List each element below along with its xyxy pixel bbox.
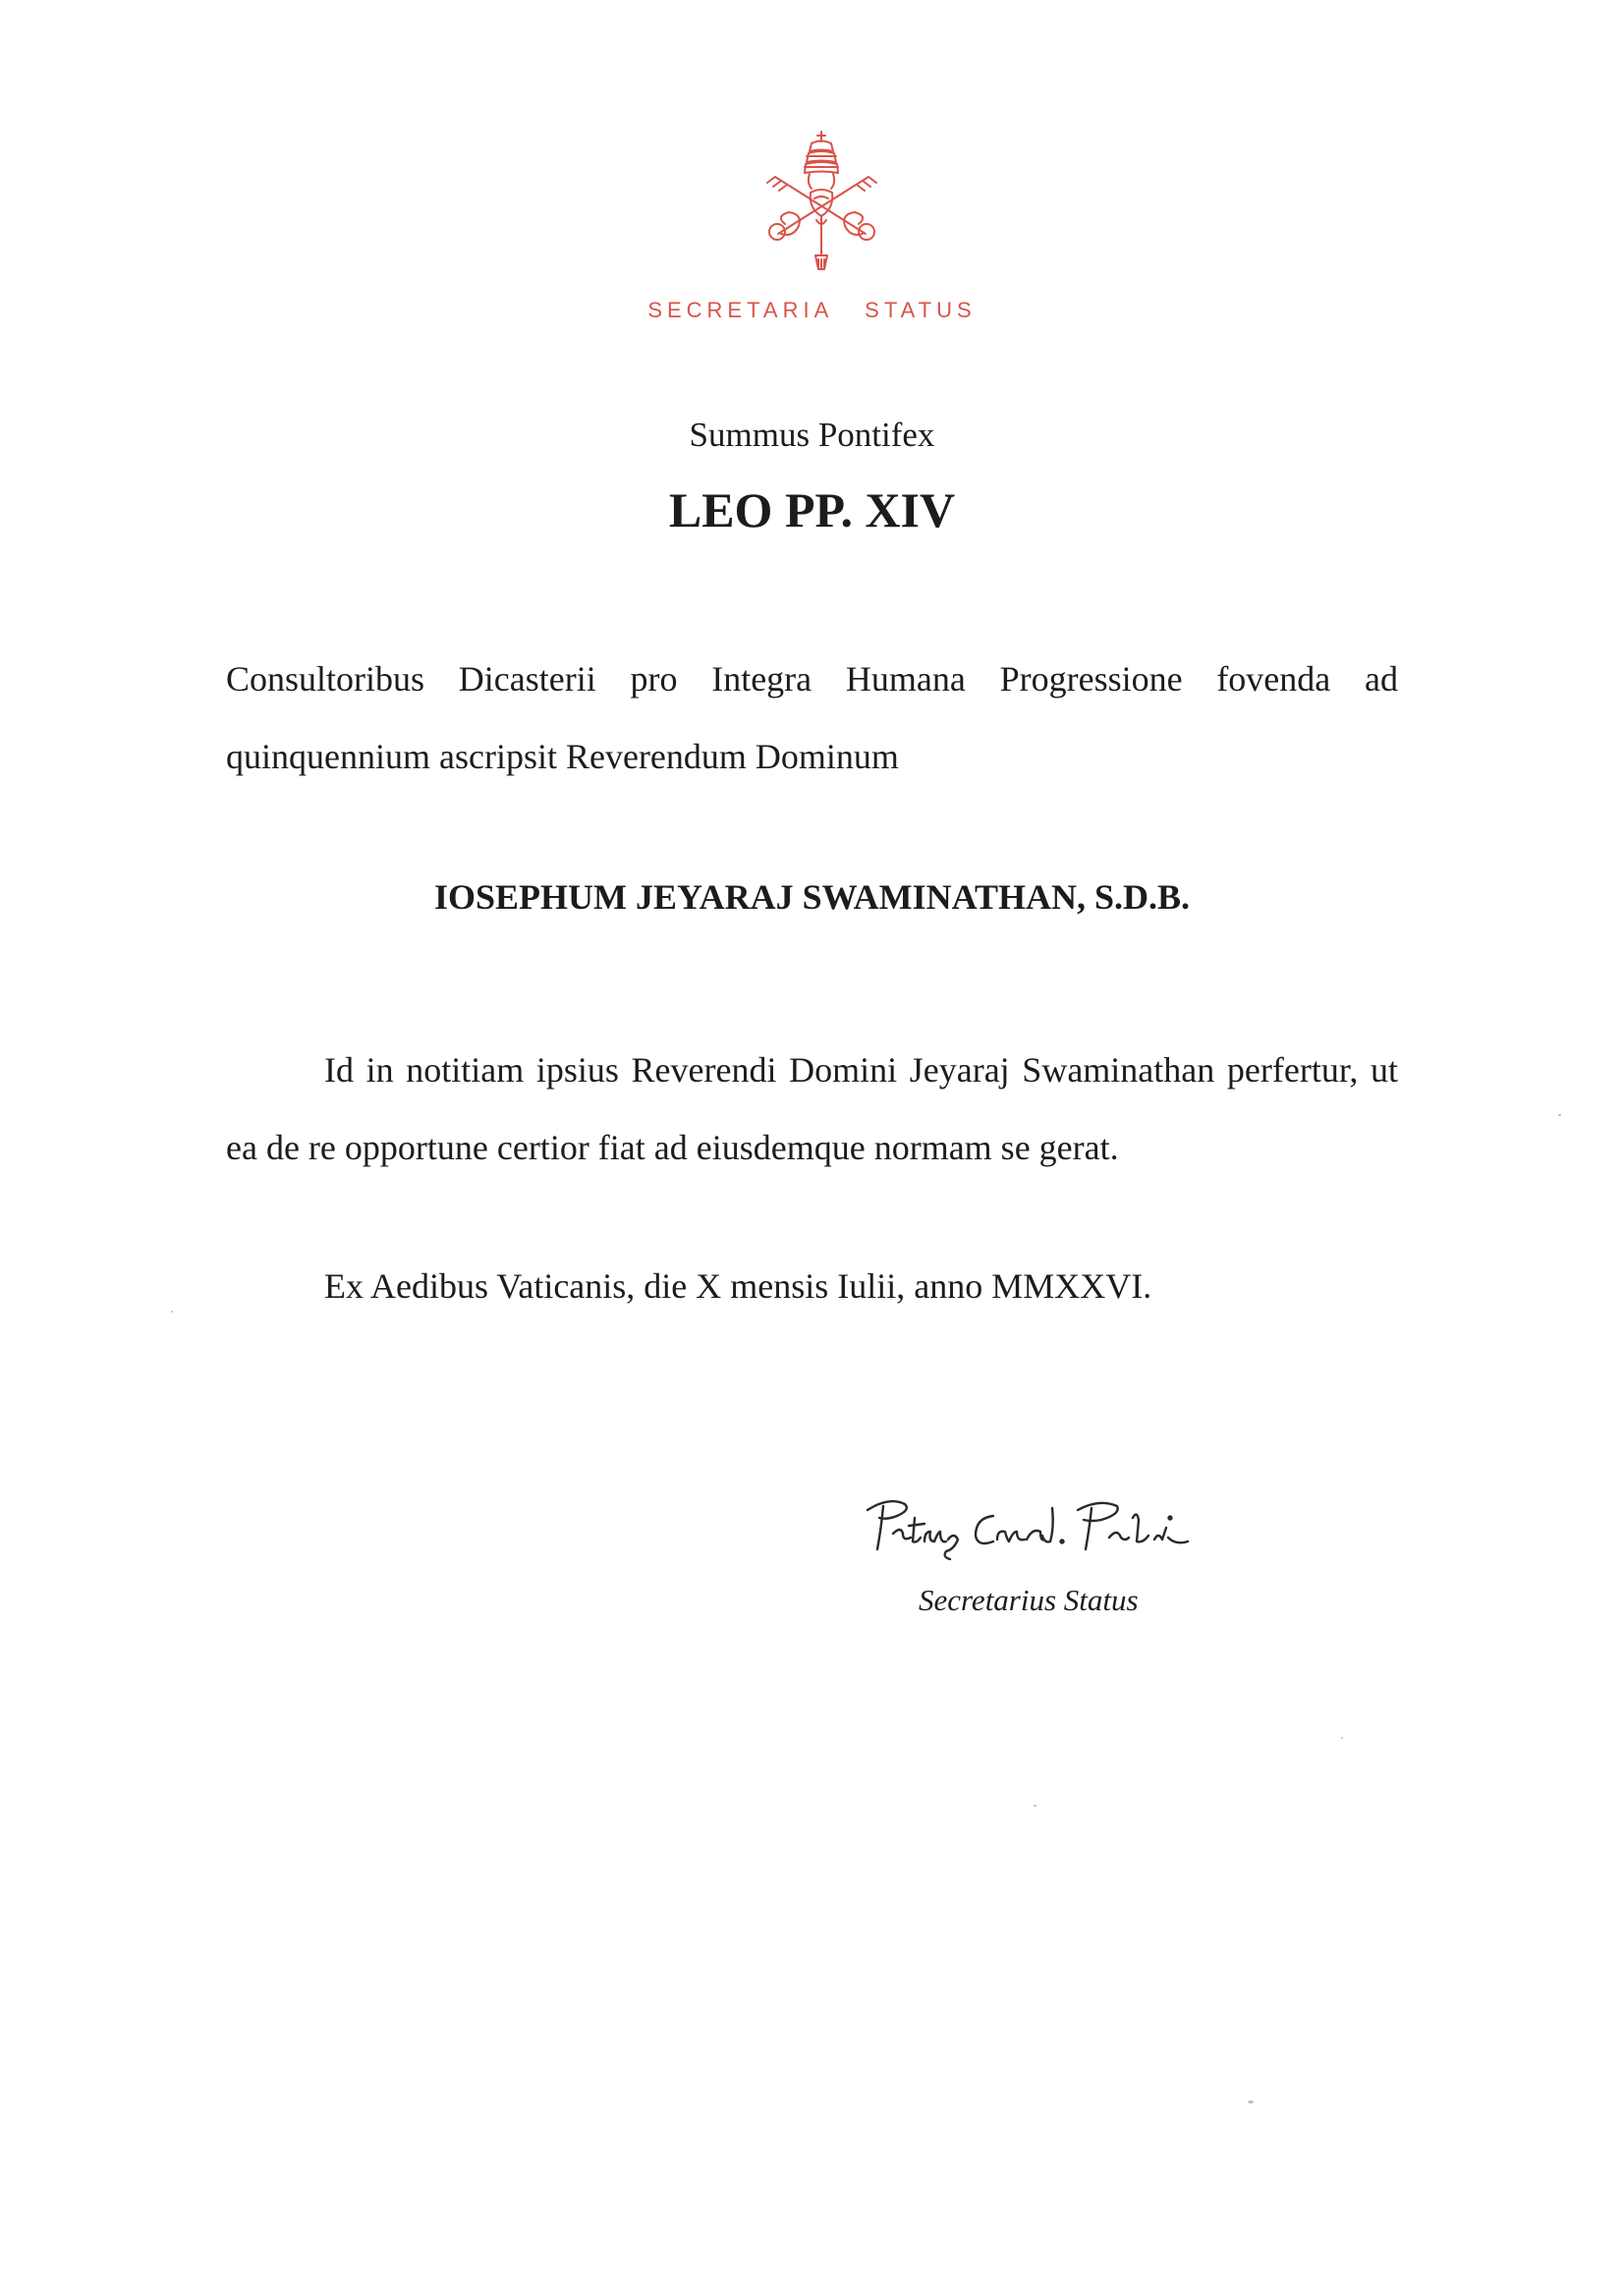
- scan-speck: [171, 1311, 173, 1313]
- scan-speck: [1034, 1805, 1036, 1807]
- body-paragraph-2: Id in notitiam ipsius Reverendi Domini Jeyaraj Swaminathan perfertur, ut ea de re opportune certior fiat ad eiusdemque normam se gerat.: [226, 1050, 1398, 1167]
- document-title: LEO PP. XIV: [668, 482, 956, 537]
- scan-speck: [1558, 1114, 1561, 1116]
- appointee-name: IOSEPHUM JEYARAJ SWAMINATHAN, S.D.B.: [433, 877, 1191, 917]
- papal-coat-of-arms-icon: [756, 130, 888, 273]
- body-paragraph-1: Consultoribus Dicasterii pro Integra Humana Progressione fovenda ad quinquennium ascripsit Reverendum Dominum: [226, 659, 1398, 776]
- scan-speck: [1341, 1737, 1343, 1739]
- dateline: Ex Aedibus Vaticanis, die X mensis Iulii, anno MMXXVI.: [324, 1266, 1152, 1306]
- letterhead-office: SECRETARIA STATUS: [647, 298, 977, 322]
- document-subtitle: Summus Pontifex: [689, 416, 935, 454]
- handwritten-signature: [860, 1488, 1204, 1567]
- scan-speck: [1248, 2100, 1254, 2103]
- signatory-title: Secretarius Status: [919, 1583, 1139, 1617]
